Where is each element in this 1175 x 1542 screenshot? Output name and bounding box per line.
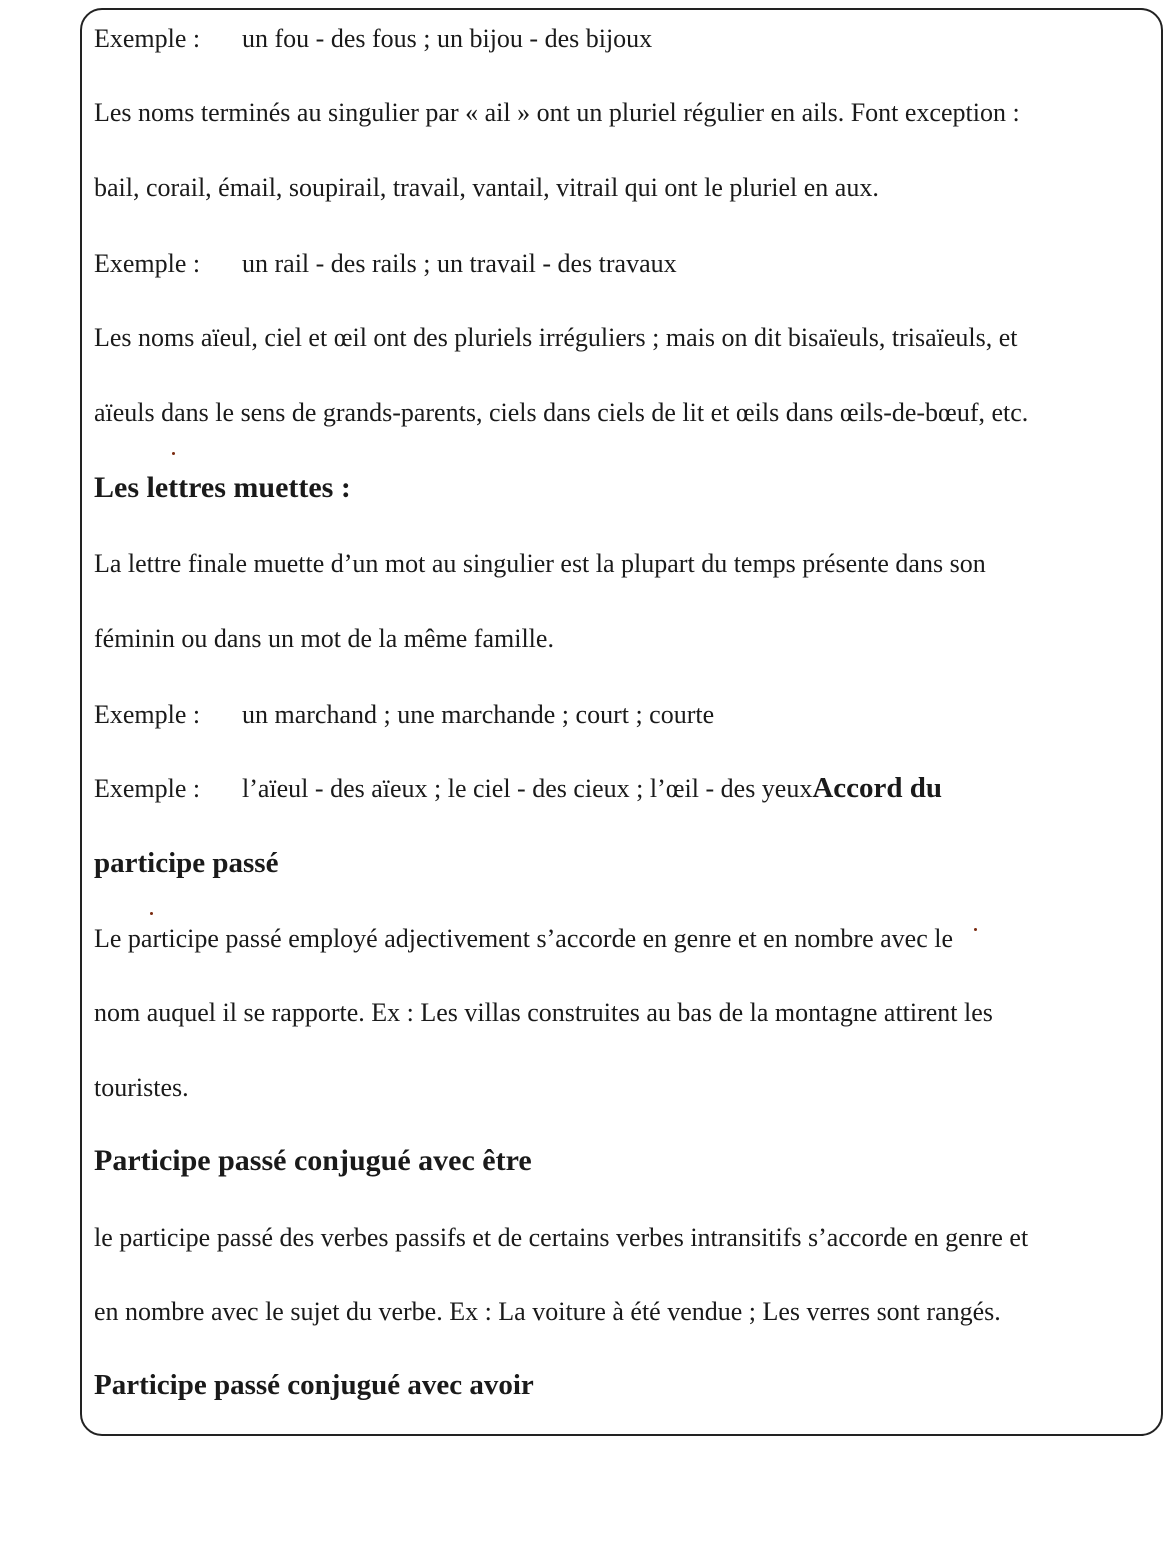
paragraph-ail-line-2: bail, corail, émail, soupirail, travail, vantail, vitrail qui ont le pluriel en aux. [94,173,879,202]
scan-speck [150,912,153,915]
paragraph-adjectif-line-1: Le participe passé employé adjectivement s’accorde en genre et en nombre avec le [94,924,954,953]
paragraph-irregular-line-1: Les noms aïeul, ciel et œil ont des pluriels irréguliers ; mais on dit bisaïeuls, trisaïeuls, et [94,323,1018,352]
example-text: un marchand ; une marchande ; court ; courte [242,700,715,729]
example-text: un fou - des fous ; un bijou - des bijoux [242,24,653,53]
paragraph-muette-line-2: féminin ou dans un mot de la même famille. [94,624,554,653]
example-label: Exemple : [94,700,201,729]
example-line-aieul [94,773,942,804]
example-line-fou [94,24,652,54]
heading-participe-avoir: Participe passé conjugué avec avoir [94,1369,534,1401]
paragraph-etre-line-2: en nombre avec le sujet du verbe. Ex : La voiture à été vendue ; Les verres sont rangés. [94,1297,1001,1326]
example-label: Exemple : [94,774,201,803]
heading-participe-etre: Participe passé conjugué avec être [94,1144,532,1177]
heading-lettres-muettes: Les lettres muettes : [94,471,351,504]
example-text: un rail - des rails ; un travail - des travaux [242,249,677,278]
heading-accord-participe: participe passé [94,847,279,879]
paragraph-muette-line-1: La lettre finale muette d’un mot au singulier est la plupart du temps présente dans son [94,549,986,578]
paragraph-etre-line-1: le participe passé des verbes passifs et de certains verbes intransitifs s’accorde en genre et [94,1223,1029,1252]
example-line-rail [94,249,677,279]
paragraph-adjectif-line-3: touristes. [94,1073,189,1102]
paragraph-adjectif-line-2: nom auquel il se rapporte. Ex : Les villas construites au bas de la montagne attirent les [94,998,993,1027]
example-label: Exemple : [94,24,201,53]
heading-accord-inline: Accord du [812,772,943,804]
example-label: Exemple : [94,249,201,278]
scan-speck [172,452,175,455]
paragraph-ail-line-1: Les noms terminés au singulier par « ail » ont un pluriel régulier en ails. Font exception : [94,98,1020,127]
example-text: l’aïeul - des aïeux ; le ciel - des cieux ; l’œil - des yeux [242,774,813,803]
scan-speck [974,928,977,931]
example-line-marchand [94,700,714,730]
paragraph-irregular-line-2: aïeuls dans le sens de grands-parents, ciels dans ciels de lit et œils dans œils-de-bœuf, etc. [94,398,1029,427]
